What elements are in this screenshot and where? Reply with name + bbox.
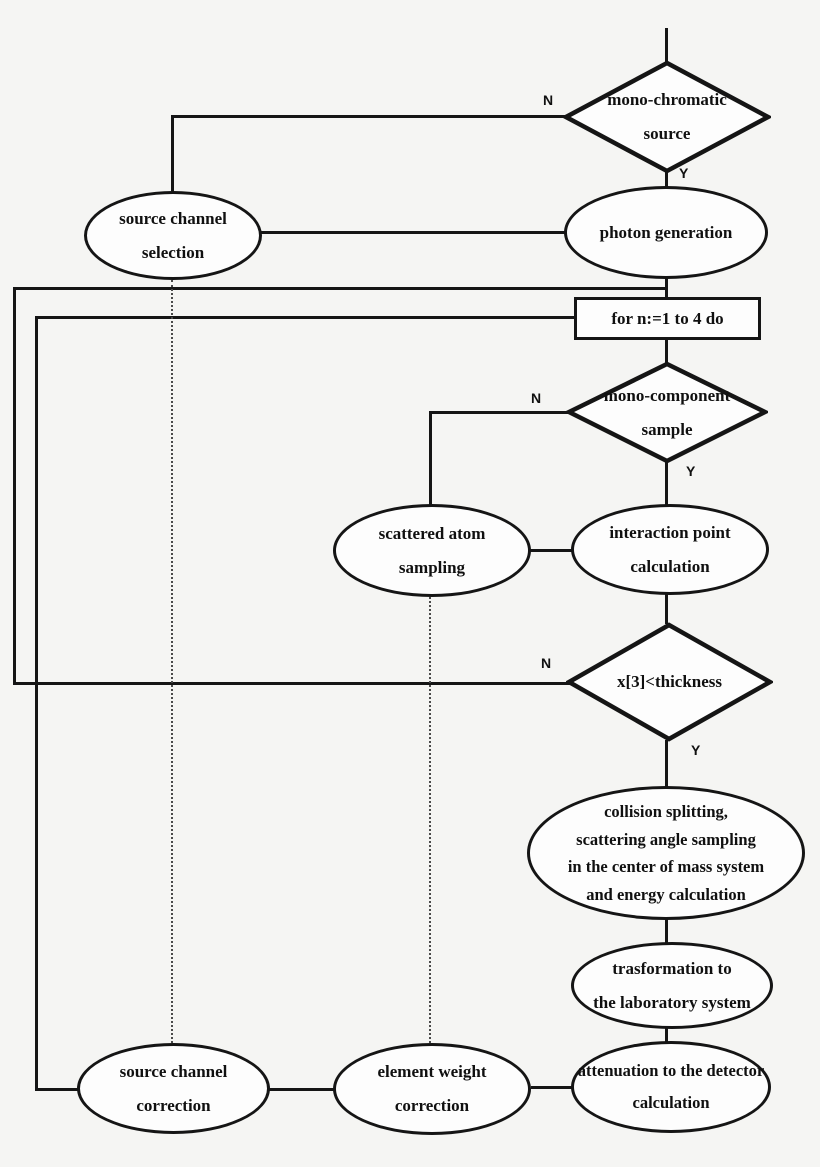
node-label-line: for n:=1 to 4 do: [611, 308, 724, 328]
node-source-channel-selection: [84, 191, 262, 280]
node-element-weight-correction: [333, 1043, 531, 1135]
node-label-line: photon generation: [599, 222, 733, 242]
edge-selection-to-photon: [259, 231, 567, 234]
node-label-line: scattering angle sampling: [576, 829, 756, 849]
node-label-line: the laboratory system: [593, 992, 751, 1012]
edge-thickness-yes-vertical: [665, 740, 668, 788]
edge-dotted-sampling-to-weightcorrection: [429, 597, 431, 1043]
node-label-line: scattered atom: [378, 523, 486, 543]
edge-monochromatic-no-vertical: [171, 115, 174, 193]
edge-attenuation-to-elementweight: [531, 1086, 573, 1089]
edge-thickness-no-return-top: [13, 287, 668, 290]
branch-label-monochromatic-no: N: [543, 92, 554, 108]
edge-entry-vertical: [665, 28, 668, 64]
node-label-line: calculation: [630, 556, 710, 576]
node-label-line: sample: [641, 419, 693, 439]
node-label-line: element weight: [377, 1062, 487, 1081]
branch-label-thickness-yes: Y: [691, 742, 701, 758]
node-label-line: source channel: [119, 208, 227, 228]
node-for-loop: [574, 297, 761, 340]
edge-elementweight-to-sourcechannel: [268, 1088, 335, 1091]
edge-correction-return-left: [35, 316, 38, 1091]
node-label-line: calculation: [632, 1093, 710, 1112]
edge-monocomponent-yes-vertical: [665, 462, 668, 506]
node-label-line: mono-chromatic: [607, 90, 727, 109]
node-label-line: x[3]<thickness: [616, 672, 723, 691]
node-interaction-point-calculation: [571, 504, 769, 595]
node-label-line: and energy calculation: [586, 884, 746, 904]
branch-label-monochromatic-yes: Y: [679, 165, 689, 181]
decision-mono-component-sample: [566, 361, 768, 464]
edge-thickness-no-return-left: [13, 287, 16, 685]
edge-dotted-selection-to-correction: [171, 280, 173, 1043]
node-label-line: mono-component: [603, 385, 731, 405]
branch-label-thickness-no: N: [541, 655, 552, 671]
branch-label-monocomponent-yes: Y: [686, 463, 696, 479]
node-label-line: collision splitting,: [604, 802, 728, 821]
node-label-line: in the center of mass system: [567, 857, 765, 876]
node-attenuation-detector-calculation: [571, 1041, 771, 1133]
decision-thickness-check: [566, 622, 773, 742]
decision-text: [566, 361, 768, 464]
node-label-line: source channel: [119, 1061, 228, 1081]
node-label-line: trasformation to: [612, 958, 732, 978]
node-trasformation-laboratory-system: [571, 942, 773, 1029]
node-label-line: selection: [141, 242, 205, 262]
node-label-line: correction: [136, 1095, 211, 1115]
decision-text: [566, 622, 773, 742]
node-label-line: correction: [394, 1096, 470, 1115]
edge-interaction-to-thickness: [665, 593, 668, 624]
edge-monocomponent-no-horizontal: [429, 411, 571, 414]
node-scattered-atom-sampling: [333, 504, 531, 597]
node-label-line: sampling: [398, 557, 466, 577]
decision-text: [563, 60, 771, 174]
node-label-line: source: [643, 124, 691, 143]
edge-correction-return-bottom: [35, 1088, 80, 1091]
edge-monochromatic-no-horizontal: [171, 115, 567, 118]
node-source-channel-correction: [77, 1043, 270, 1134]
node-collision-splitting: [527, 786, 805, 920]
edge-monocomponent-no-vertical: [429, 411, 432, 507]
edge-correction-return-top: [35, 316, 576, 319]
edge-collision-to-trasformation: [665, 918, 668, 944]
node-label-line: attenuation to the detector: [577, 1061, 765, 1080]
edge-thickness-no-horizontal: [13, 682, 572, 685]
node-photon-generation: [564, 186, 768, 279]
edge-forloop-to-monocomponent: [665, 338, 668, 363]
branch-label-monocomponent-no: N: [531, 390, 542, 406]
node-label-line: interaction point: [609, 522, 731, 542]
decision-mono-chromatic-source: [563, 60, 771, 174]
edge-scattered-to-interaction: [529, 549, 573, 552]
